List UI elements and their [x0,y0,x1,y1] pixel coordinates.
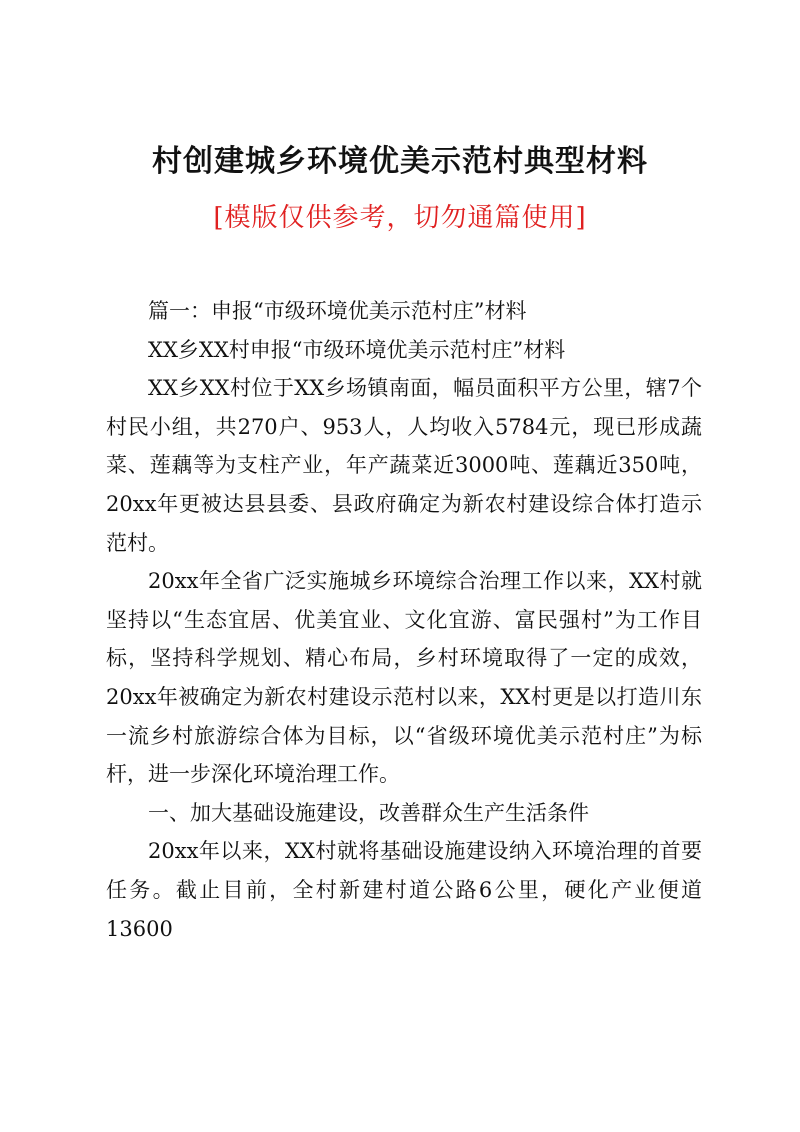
paragraph-infrastructure-detail: 20xx年以来，XX村就将基础设施建设纳入环境治理的首要任务。截止目前，全村新建村道公路6公里，硬化产业便道13600 [106,839,702,941]
paragraph-material-title: XX乡XX村申报“市级环境优美示范村庄”材料 [148,337,566,362]
paragraph-environment-work: 20xx年全省广泛实施城乡环境综合治理工作以来，XX村就坚持以“生态宜居、优美宜业、文化宜游、富民强村”为工作目标，坚持科学规划、精心布局，乡村环境取得了一定的成效，20xx年被确定为新农村建设示范村以来，XX村更是以打造川东一流乡村旅游综合体为目标，以“省级环境优美示范村庄”为标杆，进一步深化环境治理工作。 [106,569,702,787]
paragraph-infrastructure-heading: 一、加大基础设施建设，改善群众生产生活条件 [148,800,589,825]
document-subtitle: [模版仅供参考，切勿通篇使用] [213,203,587,233]
paragraph-section-heading: 篇一：申报“市级环境优美示范村庄”材料 [148,299,527,323]
document-title: 村创建城乡环境优美示范村典型材料 [152,144,648,179]
paragraph-village-overview: XX乡XX村位于XX乡场镇南面，幅员面积平方公里，辖7个村民小组，共270户、953人，人均收入5784元，现已形成蔬菜、莲藕等为支柱产业，年产蔬菜近3000吨、莲藕近350吨，20xx年更被达县县委、县政府确定为新农村建设综合体打造示范村。 [106,376,702,555]
document-body [106,292,702,948]
